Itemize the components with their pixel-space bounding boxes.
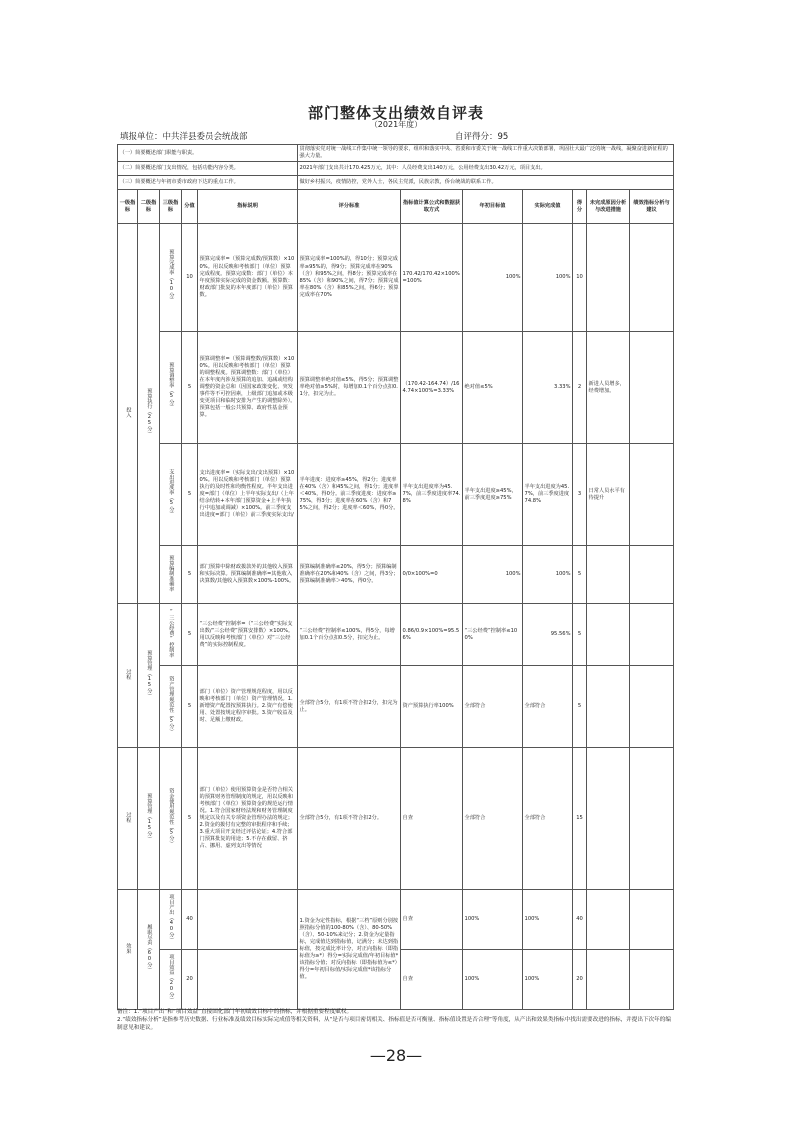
advice-cell — [630, 444, 674, 546]
level3-cell: 资产管理规范性（5分） — [160, 666, 182, 748]
advice-cell — [630, 950, 674, 1010]
header-cell: 二级指标 — [138, 190, 160, 224]
advice-cell — [630, 604, 674, 666]
advice-cell — [630, 332, 674, 444]
notes — [117, 1008, 673, 1032]
standard-cell: 半年进度：进度率≥45%，得2分；进度率在40%（含）和45%之间，得1分；进度率＜40%，得0分。前三季度进度：进度率≥75%，得3分；进度率在60%（含）和75%之间，得2分；进度率＜60%，得0分。 — [298, 444, 401, 546]
standard-cell: 1.资金为定性指标，根据“三档”原则分别按照指标分值的100-80%（含）、80-50%（含）、50-10%来记分；2.资金为定量指标，完成值达到指标值，记满分；未达到指标值，按完成比率计分，对正向指标（即指标值为≥*）得分=实际完成值/年初目标值*该指标分值；对反向指标（即指标值为≤*）得分=年初目标值/实际完成值*该指标分值。 — [298, 890, 401, 1010]
actual-cell: 全部符合 — [523, 666, 573, 748]
formula-cell: 0/0×100%=0 — [401, 546, 463, 604]
got-cell: 10 — [573, 224, 587, 332]
reason-cell — [587, 950, 630, 1010]
formula-cell: 自查 — [401, 950, 463, 1010]
score-cell: 20 — [182, 950, 198, 1010]
info-row — [118, 176, 674, 190]
note-line: 2.“绩效指标分析”是指参考历史数据、行业标准及绩效目标实际完成值等相关资料，从“是否与项目密切相关、指标值是否可衡量、指标值设置是否合理”等角度，从产出和效果类指标中找出需要改进的指标，并提出下次年的编制意见和建议。 — [117, 1017, 671, 1032]
advice-cell — [630, 546, 674, 604]
reason-cell — [587, 890, 630, 950]
got-cell: 5 — [573, 604, 587, 666]
info-row — [118, 145, 674, 162]
document-title: 部门整体支出绩效自评表 — [307, 104, 484, 122]
desc-cell — [198, 950, 298, 1010]
advice-cell — [630, 224, 674, 332]
standard-cell: 全部符合5分，有1项不符合扣2分。 — [298, 748, 401, 890]
advice-cell — [630, 890, 674, 950]
header-cell: 三级指标 — [160, 190, 182, 224]
level3-cell: 项目效益（20分） — [160, 950, 182, 1010]
got-cell: 40 — [573, 890, 587, 950]
formula-cell: 半年支出进度率为45.7%，前三季度进度率74.8% — [401, 444, 463, 546]
table-row — [118, 890, 674, 950]
level2-cell: 预算管理（15分） — [138, 604, 160, 748]
info-text: 贯彻落实党对统一战线工作集中统一领导的要求，组织和落实中央、省委和市委关于统一战线工作重大决策部署，巩固壮大最广泛的统一战线，凝聚奋进新征程的强大力量。 — [298, 145, 674, 162]
level1-cell: 过程 — [118, 748, 138, 890]
target-cell: 全部符合 — [463, 748, 523, 890]
table-row — [118, 666, 674, 748]
score-cell: 5 — [182, 546, 198, 604]
reason-cell — [587, 546, 630, 604]
formula-cell: 自查 — [401, 890, 463, 950]
info-label: （三）简要概述与年初市委市政府下达的重点工作。 — [118, 176, 298, 190]
score-cell: 10 — [182, 224, 198, 332]
level2-cell: 履职尽责（60分） — [138, 890, 160, 1010]
desc-cell: 部门（单位）资产管理规范程度，用以反映和考核部门（单位）资产管理情况。1.新增资产配置按预算执行。2.资产有偿使用、处置按规定程序审批。3.资产收益及时、足额上缴财政。 — [198, 666, 298, 748]
score-cell: 5 — [182, 332, 198, 444]
got-cell: 3 — [573, 444, 587, 546]
level1-cell: 过程 — [118, 604, 138, 748]
actual-cell: 100% — [523, 224, 573, 332]
level3-cell: 支出进度率（5分） — [160, 444, 182, 546]
table-row — [118, 224, 674, 332]
desc-cell: 预算完成率=（预算完成数/预算数）×100%。用以反映和考核部门（单位）预算完成程度。预算完成数：部门（单位）本年度预算实际完成的资金数额。预算数：财政部门批复的本年度部门（单位）预算数。 — [198, 224, 298, 332]
level3-cell: 资金使用规范性（5分） — [160, 748, 182, 890]
table-row — [118, 332, 674, 444]
actual-cell: 100% — [523, 546, 573, 604]
page-number: —28— — [369, 1046, 423, 1065]
info-label: （一）简要概述部门职能与职责。 — [118, 145, 298, 162]
formula-cell: 170.42/170.42×100%=100% — [401, 224, 463, 332]
table-row — [118, 546, 674, 604]
score-cell: 5 — [182, 444, 198, 546]
header-cell: 实际完成值 — [523, 190, 573, 224]
table-row — [118, 444, 674, 546]
advice-cell — [630, 748, 674, 890]
got-cell: 20 — [573, 950, 587, 1010]
header-row — [118, 190, 674, 224]
score-cell: 40 — [182, 890, 198, 950]
level1-cell: 效果 — [118, 890, 138, 1010]
formula-cell: 资产预算执行率100% — [401, 666, 463, 748]
target-cell: 绝对值≤5% — [463, 332, 523, 444]
level2-cell: 预算执行（25分） — [138, 224, 160, 604]
level3-cell: 预算编制准确率 — [160, 546, 182, 604]
standard-cell: 预算完成率=100%的，得10分；预算完成率≥95%的，得9分；预算完成率在90%（含）和95%之间，得8分；预算完成率在85%（含）和90%之间，得7分；预算完成率在80%（含）和85%之间，得6分；预算完成率在70% — [298, 224, 401, 332]
table-row — [118, 604, 674, 666]
desc-cell — [198, 890, 298, 950]
formula-cell: 0.86/0.9×100%=95.56% — [401, 604, 463, 666]
score-cell: 5 — [182, 748, 198, 890]
header-cell: 未完成原因分析与改进措施 — [587, 190, 630, 224]
score-cell: 5 — [182, 666, 198, 748]
formula-cell: 自查 — [401, 748, 463, 890]
info-text: 做好乡村振兴，疫情防控，党外人士，各民主党派，民族宗教，侨台统战的联系工作。 — [298, 176, 674, 190]
desc-cell: 预算调整率=（预算调整数/预算数）×100%。用以反映和考核部门（单位）预算的调整程度。预算调整数：部门（单位）在本年度内涉及预算的追加、追减或结构调整的资金总和（因国家政策变化、突发事件等不可控因素，上级部门追加或本级变更项目和临时安排为产生的调整除外）。预算包括一般公共预算、政府性基金预算。 — [198, 332, 298, 444]
standard-cell: 预算编制准确率≤20%，得5分；预算编制准确率在20%和40%（含）之间，得3分；预算编制准确率＞40%，得0分。 — [298, 546, 401, 604]
document-subtitle: （2021年度） — [369, 120, 423, 129]
target-cell: 100% — [463, 546, 523, 604]
info-row — [118, 162, 674, 176]
got-cell: 5 — [573, 666, 587, 748]
reason-cell: 新进人员增多，经费增加。 — [587, 332, 630, 444]
header-cell: 指标说明 — [198, 190, 298, 224]
header-cell: 评分标准 — [298, 190, 401, 224]
desc-cell: “三公经费”控制率=（“三公经费”实际支出数/“三公经费”预算安排数）×100%。用以反映和考核部门（单位）对“三公经费”的实际控制程度。 — [198, 604, 298, 666]
target-cell: 100% — [463, 224, 523, 332]
note-line: 备注：1.“项目产出”和“项目效益”直接固化部门年初绩效目标中的指标，并根据重要程度赋权。 — [117, 1009, 353, 1015]
reason-cell — [587, 748, 630, 890]
desc-cell: 部门（单位）使用预算资金是否符合相关的预算财务管理制度的规定，用以反映和考核部门（单位）预算资金的规范运行情况。1.符合国家财经法规和财务管理制度规定以及有关专项资金管理办法的规定；2.资金的拨付有完整的审批程序和手续；3.重大项目开支经过评估论证；4.符合部门预算批复的用途；5.不存在截留、挤占、挪用、虚列支出等情况 — [198, 748, 298, 890]
reporting-unit: 填报单位：中共洋县委员会统战部 — [120, 132, 248, 142]
target-cell: “三公经费”控制率≤100% — [463, 604, 523, 666]
got-cell: 5 — [573, 546, 587, 604]
target-cell: 100% — [463, 890, 523, 950]
performance-table — [117, 144, 674, 1010]
desc-cell: 支出进度率=（实际支出/支出预算）×100%。用以反映和考核部门（单位）预算执行的及时性和均衡性程度。半年支出进度=部门（单位）上半年实际支出/（上年结余结转+本年部门预算资金+上半年执行中追加或调减）×100%。前三季度支出进度=部门（单位）前三季度实际支出/ — [198, 444, 298, 546]
reason-cell — [587, 604, 630, 666]
reason-cell — [587, 224, 630, 332]
standard-cell: “三公经费”控制率≤100%，得5分，每增加0.1个百分点扣0.5分，扣完为止。 — [298, 604, 401, 666]
actual-cell: 全部符合 — [523, 748, 573, 890]
level1-cell: 投入 — [118, 224, 138, 604]
got-cell: 15 — [573, 748, 587, 890]
header-cell: 分值 — [182, 190, 198, 224]
level2-cell: 预算管理（15分） — [138, 748, 160, 890]
level3-cell: 项目产出（40分） — [160, 890, 182, 950]
header-cell: 得分 — [573, 190, 587, 224]
actual-cell: 100% — [523, 950, 573, 1010]
standard-cell: 全部符合5分，有1项不符合扣2分，扣完为止。 — [298, 666, 401, 748]
actual-cell: 半年支出进度为45.7%，前三季度进度74.8% — [523, 444, 573, 546]
reason-cell — [587, 666, 630, 748]
level3-cell: 预算调整率（5分） — [160, 332, 182, 444]
target-cell: 100% — [463, 950, 523, 1010]
score-cell: 5 — [182, 604, 198, 666]
header-cell: 年初目标值 — [463, 190, 523, 224]
level3-cell: “三公经费”控制率 — [160, 604, 182, 666]
info-label: （二）简要概述部门支出情况，包括功能内容分类。 — [118, 162, 298, 176]
formula-cell: （170.42-164.74）/164.74×100%=3.33% — [401, 332, 463, 444]
reason-cell: 日常人员水平有待提升 — [587, 444, 630, 546]
info-text: 2021年部门支出共计170.425万元，其中：人员经费支出140万元，公用经费支出30.42万元，项目支出。 — [298, 162, 674, 176]
actual-cell: 3.33% — [523, 332, 573, 444]
header-cell: 指标值计算公式和数据获取方式 — [401, 190, 463, 224]
actual-cell: 100% — [523, 890, 573, 950]
actual-cell: 95.56% — [523, 604, 573, 666]
desc-cell: 部门预算中除财政拨款外的其他收入预算和实际决算。预算编制准确率=其他收入决算数/其他收入预算数×100%-100%。 — [198, 546, 298, 604]
header-cell: 一级指标 — [118, 190, 138, 224]
standard-cell: 预算调整率绝对值≤5%，得5分；预算调整率绝对值≥5%时，每增加0.1个百分点扣0.1分，扣完为止。 — [298, 332, 401, 444]
target-cell: 半年支出进度≥45%，前三季度进度≥75% — [463, 444, 523, 546]
table-row — [118, 748, 674, 890]
target-cell: 全部符合 — [463, 666, 523, 748]
advice-cell — [630, 666, 674, 748]
self-score: 自评得分：95 — [455, 132, 509, 142]
header-cell: 绩效指标分析与建议 — [630, 190, 674, 224]
level3-cell: 预算完成率（10分） — [160, 224, 182, 332]
got-cell: 2 — [573, 332, 587, 444]
